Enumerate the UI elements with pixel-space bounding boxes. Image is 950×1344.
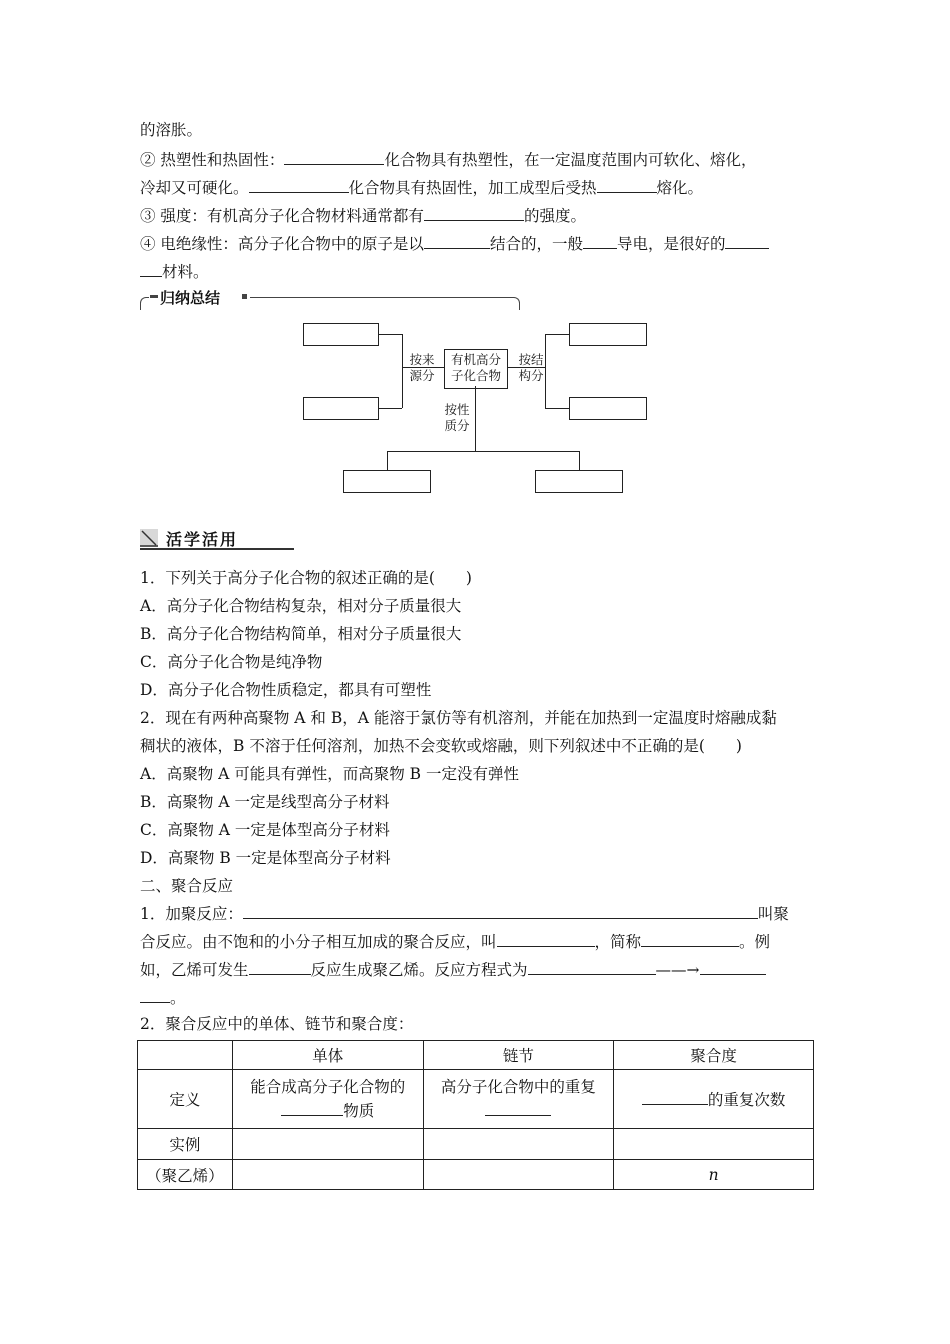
option-d[interactable]: D．高聚物 B 一定是体型高分子材料	[140, 849, 391, 867]
connector	[475, 386, 476, 451]
connector	[378, 334, 402, 335]
connector	[545, 334, 546, 408]
option-d[interactable]: D．高分子化合物性质稳定，都具有可塑性	[140, 681, 432, 699]
answer-cell[interactable]	[423, 1129, 614, 1160]
header-monomer: 单体	[232, 1041, 423, 1070]
row-label-polyethylene: （聚乙烯）	[138, 1160, 233, 1190]
header-link: 链节	[423, 1041, 614, 1070]
text-line: 2．聚合反应中的单体、链节和聚合度：	[140, 1015, 414, 1033]
table-cell	[138, 1041, 233, 1070]
question-2-line-1: 2．现在有两种高聚物 A 和 B，A 能溶于氯仿等有机溶剂，并能在加热到一定温度时熔融成黏	[140, 709, 777, 727]
fill-blank[interactable]	[140, 988, 170, 1003]
option-c[interactable]: C．高分子化合物是纯净物	[140, 653, 323, 671]
section-heading: 二、聚合反应	[140, 877, 234, 895]
polymer-table	[137, 1040, 814, 1190]
header-degree: 聚合度	[614, 1041, 814, 1070]
text-line: 。	[140, 988, 186, 1008]
bracket-dash-icon	[150, 295, 158, 298]
bracket-right	[511, 297, 520, 310]
fill-blank[interactable]	[642, 1090, 708, 1105]
answer-box-right-top[interactable]	[569, 323, 647, 346]
fill-blank[interactable]	[497, 932, 595, 947]
fill-blank[interactable]	[140, 262, 162, 277]
option-a[interactable]: A．高聚物 A 可能具有弹性，而高聚物 B 一定没有弹性	[140, 765, 519, 783]
label-by-property: 按性 质分	[444, 402, 470, 433]
text-line: 合反应。由不饱和的小分子相互加成的聚合反应，叫 ，简称 。例	[140, 933, 771, 951]
row-label-example: 实例	[138, 1129, 233, 1160]
table-cell: 的重复次数	[614, 1070, 814, 1129]
reaction-arrow: ——→	[655, 961, 700, 979]
connector	[387, 451, 579, 452]
table-row	[138, 1070, 814, 1129]
answer-box-bottom-left[interactable]	[343, 470, 431, 493]
fill-blank[interactable]	[424, 206, 524, 221]
fill-blank[interactable]	[249, 178, 349, 193]
text-line: 如，乙烯可发生 反应生成聚乙烯。反应方程式为 ——→	[140, 960, 766, 980]
text-line: 冷却又可硬化。 化合物具有热固性，加工成型后受热 熔化。	[140, 179, 704, 197]
answer-cell[interactable]	[423, 1160, 614, 1190]
answer-cell[interactable]	[614, 1129, 814, 1160]
answer-box-left-bottom[interactable]	[303, 397, 379, 420]
answer-box-left-top[interactable]	[303, 323, 379, 346]
option-c[interactable]: C．高聚物 A 一定是体型高分子材料	[140, 821, 390, 839]
fill-blank[interactable]	[725, 234, 769, 249]
table-row	[138, 1041, 814, 1070]
fill-blank[interactable]	[485, 1101, 551, 1116]
label-by-source: 按来 源分	[409, 352, 435, 383]
label-by-structure: 按结 构分	[518, 352, 544, 383]
answer-cell[interactable]	[232, 1160, 423, 1190]
bracket-left	[140, 297, 149, 310]
answer-box-bottom-right[interactable]	[535, 470, 623, 493]
text-line: ③ 强度：有机高分子化合物材料通常都有 的强度。	[140, 207, 586, 225]
connector	[387, 451, 388, 470]
table-row	[138, 1160, 814, 1190]
connector	[579, 451, 580, 470]
text-line: 材料。	[140, 262, 209, 282]
fill-blank[interactable]	[284, 150, 384, 165]
fill-blank[interactable]	[281, 1101, 343, 1116]
practice-icon	[140, 529, 158, 547]
connector	[378, 408, 402, 409]
bracket-rule	[250, 297, 512, 298]
fill-blank[interactable]	[243, 904, 758, 919]
text-line: 1．加聚反应： 叫聚	[140, 905, 789, 923]
summary-title: 归纳总结	[160, 289, 221, 307]
fill-blank[interactable]	[249, 960, 311, 975]
fill-blank[interactable]	[641, 932, 739, 947]
fill-blank[interactable]	[583, 234, 617, 249]
fill-blank[interactable]	[700, 960, 766, 975]
text-line: ② 热塑性和热固性： 化合物具有热塑性，在一定温度范围内可软化、熔化，	[140, 151, 757, 169]
answer-box-right-bottom[interactable]	[569, 397, 647, 420]
bracket-square-icon	[242, 294, 247, 299]
center-box: 有机高分 子化合物	[444, 349, 508, 389]
table-cell: 高分子化合物中的重复	[423, 1070, 614, 1129]
table-row	[138, 1129, 814, 1160]
connector	[402, 334, 403, 408]
fill-blank[interactable]	[424, 234, 490, 249]
connector	[545, 334, 569, 335]
text-line: ④ 电绝缘性：高分子化合物中的原子是以 结合的，一般 导电，是很好的	[140, 234, 769, 254]
practice-title: 活学活用	[166, 530, 239, 549]
degree-symbol: n	[614, 1160, 814, 1190]
question-1: 1．下列关于高分子化合物的叙述正确的是( )	[140, 569, 472, 587]
question-2-line-2: 稠状的液体，B 不溶于任何溶剂，加热不会变软或熔融，则下列叙述中不正确的是( )	[140, 737, 742, 755]
fill-blank[interactable]	[528, 960, 656, 975]
connector	[545, 408, 569, 409]
table-cell: 能合成高分子化合物的 物质	[232, 1070, 423, 1129]
option-b[interactable]: B．高聚物 A 一定是线型高分子材料	[140, 793, 390, 811]
row-label-definition: 定义	[138, 1070, 233, 1129]
text-line: 的溶胀。	[140, 121, 203, 139]
answer-cell[interactable]	[232, 1129, 423, 1160]
option-a[interactable]: A．高分子化合物结构复杂，相对分子质量很大	[140, 597, 462, 615]
fill-blank[interactable]	[597, 178, 657, 193]
option-b[interactable]: B．高分子化合物结构简单，相对分子质量很大	[140, 625, 462, 643]
practice-rule	[140, 548, 294, 550]
connector	[402, 367, 444, 368]
